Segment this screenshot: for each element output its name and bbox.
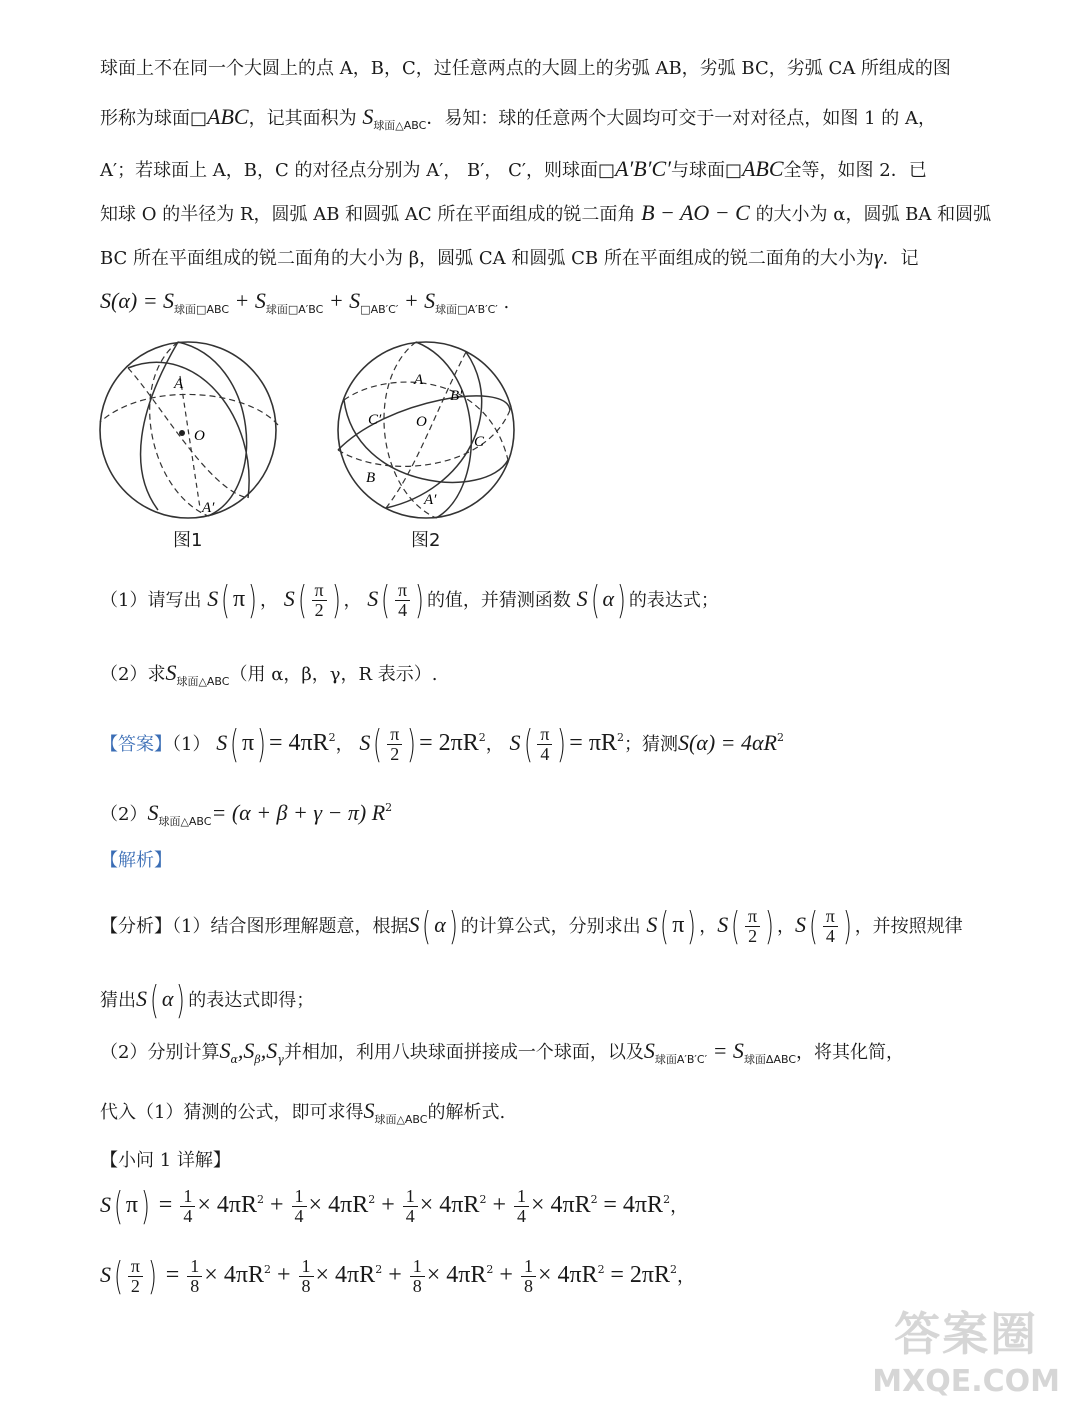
intro-line-3: A′；若球面上 A，B，C 的对径点分别为 A′， B′， C′，则球面□A′B′C′与球面□ABC全等，如图 2．已 xyxy=(100,156,927,181)
detail-tag: 【小问 1 详解】 xyxy=(100,1150,231,1171)
intro-line-4: 知球 O 的半径为 R，圆弧 AB 和圆弧 AC 所在平面组成的锐二面角 B − AO − C 的大小为 α，圆弧 BA 和圆弧 xyxy=(100,200,992,225)
analysis-p4: 代入（1）猜测的公式，即可求得$S_{球面\triangle ABC}$的解析式. xyxy=(100,1098,506,1126)
fig2-caption: 图2 xyxy=(411,530,441,551)
answer-1: 【答案】（1） S( $\pi) = 4\pi R^2$， S( $\frac{\pi}{2}$ ) = $2\pi R^2$， S( $\frac{\pi}{4}$ ) = $\pi R^2$；猜测$S(\alpha) = 4\alpha R^2$ xyxy=(100,722,784,766)
detail-row-2: S( $\frac{\pi}{2}$ ) = $\frac{1}{8}$ × $4\pi R^2$ + $\frac{1}{8}$ × $4\pi R^2$ + $\frac{1}{8}$ × $4\pi R^2$ + $\frac{1}{8}$ × $4\pi R^2 = 2\pi R^2$， xyxy=(100,1254,696,1298)
fig1-label-Ap: A′ xyxy=(202,500,215,516)
answer-tag: 【答案】 xyxy=(100,733,172,755)
fig2-label-O: O xyxy=(416,414,427,430)
definition-formula: $S(\alpha) = S_{球面□ABC} + S_{球面□A'BC} + S_{□AB'C'} + S_{球面□A'B'C'}$ . xyxy=(100,288,510,316)
fig2-label-Cp: C′ xyxy=(368,412,382,428)
watermark-logo: 答案圈 MXQE.COM xyxy=(872,1307,1060,1399)
intro-line-5: BC 所在平面组成的锐二面角的大小为 β，圆弧 CA 和圆弧 CB 所在平面组成的锐二面角的大小为γ．记 xyxy=(100,244,919,269)
fig2-label-A: A xyxy=(414,372,424,388)
fig2-label-B: B xyxy=(366,470,376,486)
analysis-p1: 【分析】（1）结合图形理解题意，根据S( α) 的计算公式，分别求出 S( π) ，S( $\frac{\pi}{2}$ ) ，S( $\frac{\pi}{4}$ ) ，并按照规律 xyxy=(100,904,963,948)
figure-1 xyxy=(100,342,278,518)
fig2-label-Bp: B′ xyxy=(450,388,463,404)
question-1: （1）请写出 S( π) ， S( $\frac{\pi}{2}$ ) ， S( $\frac{\pi}{4}$ ) 的值，并猜测函数 S( α) 的表达式； xyxy=(100,578,719,622)
fig1-caption: 图1 xyxy=(173,530,203,551)
intro-line-1: 球面上不在同一个大圆上的点 A，B，C，过任意两点的大圆上的劣弧 AB，劣弧 BC，劣弧 CA 所组成的图 xyxy=(100,58,951,79)
detail-row-1: S( π) = $\frac{1}{4}$ × $4\pi R^2$ + $\frac{1}{4}$ × $4\pi R^2$ + $\frac{1}{4}$ × $4\pi R^2$ + $\frac{1}{4}$ × $4\pi R^2 = 4\pi R^2$， xyxy=(100,1184,689,1228)
fig2-label-C: C xyxy=(474,434,485,450)
analysis-p3: （2）分别计算$S_\alpha,S_\beta,S_\gamma$并相加，利用八块球面拼接成一个球面，以及$S_{球面A'B'C'} = S_{球面\Delta ABC}$，将其化简， xyxy=(100,1038,905,1066)
fig1-label-A: A xyxy=(174,376,184,392)
figure-2 xyxy=(338,342,514,518)
analysis-p2: 猜出S( α) 的表达式即得； xyxy=(100,978,315,1022)
answer-2: $(2)S_{球面\triangle ABC}= (\alpha + \beta + \gamma - \pi)$ $R^2$ xyxy=(100,800,393,828)
intro-line-2: 形称为球面□ABC，记其面积为 $S_{球面\triangle ABC}$．易知：球的任意两个大圆均可交于一对对径点，如图 1 的 A， xyxy=(100,104,936,132)
figures-svg xyxy=(90,335,600,525)
analysis-tag: 【解析】 xyxy=(100,850,172,871)
fig2-label-Ap: A′ xyxy=(424,492,437,508)
question-2: （2）求$S_{球面\triangle ABC}$（用 α，β，γ，R 表示）. xyxy=(100,660,438,688)
fig1-label-O: O xyxy=(194,428,205,444)
